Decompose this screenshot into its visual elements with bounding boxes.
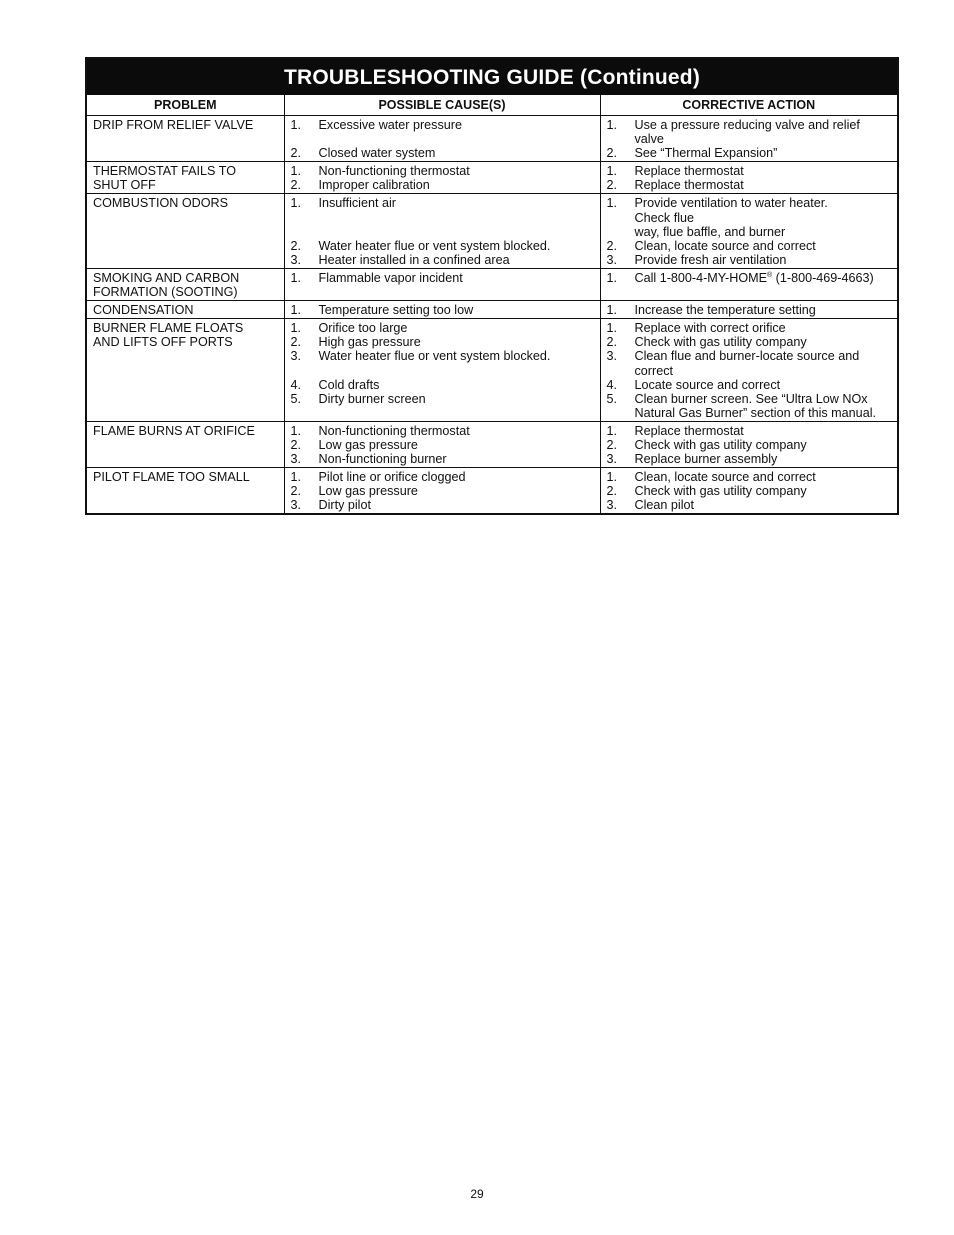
- spacer: [291, 364, 594, 378]
- item-text: [319, 321, 594, 335]
- cause-item: [291, 164, 594, 178]
- actions-cell: [600, 162, 897, 194]
- item-text-main: Heater installed in a confined area: [318, 252, 510, 267]
- causes-cell: [284, 319, 600, 422]
- item-number: 3.: [606, 252, 618, 267]
- item-number: 3.: [290, 498, 302, 513]
- item-text: [635, 484, 892, 498]
- item-text-main: Non-functioning burner: [318, 452, 447, 467]
- item-text-main: Replace burner assembly: [634, 452, 778, 467]
- action-item: [607, 146, 892, 160]
- item-text-main: Water heater flue or vent system blocked.: [318, 238, 551, 253]
- cause-item: [291, 146, 594, 160]
- cause-item: [291, 303, 594, 317]
- item-text-main: Insufficient air: [318, 196, 396, 211]
- item-number: 1.: [290, 303, 302, 318]
- item-number: 2.: [606, 146, 618, 161]
- item-text: [635, 335, 892, 349]
- item-text-main: Provide fresh air ventilation: [634, 252, 787, 267]
- item-text: [319, 470, 594, 484]
- causes-cell: [284, 162, 600, 194]
- action-item: [607, 378, 892, 392]
- item-text: [635, 470, 892, 484]
- item-text: [635, 253, 892, 267]
- guide-title: TROUBLESHOOTING GUIDE (Continued): [87, 59, 897, 95]
- item-text-main: Check with gas utility company: [634, 335, 807, 350]
- item-text-main: Clean flue and burner-locate source and correct: [634, 349, 860, 378]
- table-row: [87, 319, 897, 422]
- item-text: [319, 253, 594, 267]
- actions-cell: [600, 194, 897, 268]
- table-row: [87, 162, 897, 194]
- item-text: [635, 349, 892, 377]
- action-item: [607, 239, 892, 253]
- table-header-row: [87, 95, 897, 116]
- action-item: [607, 271, 892, 285]
- item-text: [635, 271, 892, 285]
- action-item: [607, 118, 892, 146]
- item-number: 1.: [606, 118, 618, 132]
- cause-item: [291, 392, 594, 406]
- item-text: [319, 239, 594, 253]
- item-number: 1.: [290, 423, 302, 438]
- item-number: 1.: [290, 164, 302, 179]
- item-text: [319, 303, 594, 317]
- item-number: 3.: [606, 349, 618, 364]
- item-text-main: Clean, locate source and correct: [634, 470, 816, 485]
- item-text: [319, 178, 594, 192]
- item-text: [319, 196, 594, 210]
- item-number: 3.: [606, 498, 618, 513]
- item-text: [319, 146, 594, 160]
- item-text: [635, 392, 892, 420]
- header-corrective-action: CORRECTIVE ACTION: [600, 95, 897, 116]
- item-text: [635, 498, 892, 512]
- item-text-main: Low gas pressure: [318, 484, 418, 499]
- cause-item: [291, 438, 594, 452]
- item-text-main: Replace thermostat: [634, 178, 744, 193]
- item-number: 1.: [606, 303, 618, 318]
- actions-cell: [600, 421, 897, 467]
- cause-item: [291, 253, 594, 267]
- item-text-main: Check with gas utility company: [634, 437, 807, 452]
- item-number: 2.: [290, 437, 302, 452]
- item-text: [319, 164, 594, 178]
- item-number: 1.: [606, 321, 618, 336]
- item-text-main: Clean, locate source and correct: [634, 238, 816, 253]
- causes-cell: [284, 301, 600, 319]
- item-text-main: Flammable vapor incident: [318, 270, 463, 285]
- item-number: 2.: [606, 178, 618, 193]
- cause-item: [291, 178, 594, 192]
- item-text: [635, 146, 892, 160]
- action-item: [607, 484, 892, 498]
- item-number: 3.: [290, 349, 302, 364]
- action-item: [607, 470, 892, 484]
- item-text: [635, 303, 892, 317]
- item-text: [635, 239, 892, 253]
- item-number: 2.: [290, 178, 302, 193]
- item-text-main: Non-functioning thermostat: [318, 164, 470, 179]
- item-text-main: High gas pressure: [318, 335, 421, 350]
- item-number: 2.: [290, 335, 302, 350]
- item-text-main: Replace thermostat: [634, 164, 744, 179]
- item-number: 5.: [290, 391, 302, 406]
- cause-item: [291, 196, 594, 210]
- item-text: [319, 349, 594, 363]
- item-text: [635, 424, 892, 438]
- troubleshooting-guide: [85, 57, 899, 515]
- item-text-main: Water heater flue or vent system blocked.: [318, 349, 551, 364]
- table-row: [87, 194, 897, 268]
- item-number: 2.: [606, 238, 618, 253]
- item-text-main: Temperature setting too low: [318, 303, 474, 318]
- item-number: 3.: [606, 452, 618, 467]
- table-row: [87, 468, 897, 514]
- item-number: 2.: [606, 484, 618, 499]
- action-item: [607, 452, 892, 466]
- action-item: [607, 178, 892, 192]
- registered-mark: ®: [767, 271, 773, 279]
- actions-cell: [600, 319, 897, 422]
- item-text: [319, 498, 594, 512]
- problem-cell: SMOKING AND CARBON FORMATION (SOOTING): [87, 268, 284, 300]
- item-number: 5.: [606, 391, 618, 406]
- item-text: [319, 335, 594, 349]
- action-item: [607, 424, 892, 438]
- page-number: 29: [470, 1187, 484, 1201]
- problem-cell: THERMOSTAT FAILS TO SHUT OFF: [87, 162, 284, 194]
- item-text-main: Orifice too large: [318, 321, 408, 336]
- action-item: [607, 335, 892, 349]
- item-number: 1.: [606, 164, 618, 179]
- item-text-main: Clean burner screen. See “Ultra Low NOx Natural Gas Burner” section of this manual.: [634, 391, 876, 420]
- cause-item: [291, 470, 594, 484]
- item-text: [635, 178, 892, 192]
- problem-cell: FLAME BURNS AT ORIFICE: [87, 421, 284, 467]
- cause-item: [291, 335, 594, 349]
- cause-item: [291, 498, 594, 512]
- cause-item: [291, 452, 594, 466]
- action-item: [607, 438, 892, 452]
- item-text-suffix: (1-800-469-4663): [772, 270, 874, 285]
- actions-cell: [600, 301, 897, 319]
- action-item: [607, 303, 892, 317]
- item-number: 1.: [606, 470, 618, 485]
- item-number: 1.: [606, 423, 618, 438]
- item-text: [635, 321, 892, 335]
- action-item: [607, 196, 892, 238]
- item-text: [319, 378, 594, 392]
- header-problem: PROBLEM: [87, 95, 284, 116]
- item-number: 1.: [606, 196, 618, 211]
- cause-item: [291, 484, 594, 498]
- item-number: 1.: [290, 270, 302, 285]
- causes-cell: [284, 268, 600, 300]
- item-number: 1.: [290, 196, 302, 211]
- item-number: 1.: [290, 118, 302, 132]
- causes-cell: [284, 116, 600, 162]
- item-text: [319, 271, 594, 285]
- table-row: [87, 116, 897, 162]
- problem-cell: COMBUSTION ODORS: [87, 194, 284, 268]
- item-text: [319, 424, 594, 438]
- table-row: [87, 301, 897, 319]
- item-text-main: Increase the temperature setting: [634, 303, 816, 318]
- action-item: [607, 349, 892, 377]
- item-text: [319, 484, 594, 498]
- item-text-main: Cold drafts: [318, 377, 380, 392]
- causes-cell: [284, 468, 600, 514]
- causes-cell: [284, 194, 600, 268]
- cause-item: [291, 239, 594, 253]
- cause-item: [291, 349, 594, 363]
- item-text-main: Low gas pressure: [318, 437, 418, 452]
- actions-cell: [600, 116, 897, 162]
- problem-cell: BURNER FLAME FLOATS AND LIFTS OFF PORTS: [87, 319, 284, 422]
- cause-item: [291, 321, 594, 335]
- item-number: 2.: [606, 437, 618, 452]
- cause-item: [291, 271, 594, 285]
- spacer: [291, 211, 594, 225]
- item-text: [319, 452, 594, 466]
- item-text-main: Use a pressure reducing valve and relief valve: [634, 118, 860, 147]
- item-text: [635, 378, 892, 392]
- action-item: [607, 321, 892, 335]
- table-row: [87, 421, 897, 467]
- item-text-main: Dirty burner screen: [318, 391, 426, 406]
- spacer: [291, 132, 594, 146]
- problem-cell: PILOT FLAME TOO SMALL: [87, 468, 284, 514]
- problem-cell: CONDENSATION: [87, 301, 284, 319]
- actions-cell: [600, 268, 897, 300]
- item-text: [635, 452, 892, 466]
- item-text-main: Provide ventilation to water heater. Check flue way, flue baffle, and burner: [634, 196, 828, 239]
- troubleshooting-table: [87, 95, 897, 513]
- cause-item: [291, 424, 594, 438]
- item-text: [319, 392, 594, 406]
- spacer: [291, 225, 594, 239]
- action-item: [607, 392, 892, 420]
- item-number: 2.: [290, 484, 302, 499]
- item-text-main: Closed water system: [318, 146, 436, 161]
- item-text-main: Pilot line or orifice clogged: [318, 470, 466, 485]
- action-item: [607, 164, 892, 178]
- item-text-main: Locate source and correct: [634, 377, 781, 392]
- item-number: 2.: [290, 146, 302, 161]
- item-text: [635, 118, 892, 146]
- item-text-main: See “Thermal Expansion”: [634, 146, 778, 161]
- item-number: 4.: [606, 377, 618, 392]
- item-text-main: Replace thermostat: [634, 423, 744, 438]
- cause-item: [291, 378, 594, 392]
- item-text: [319, 118, 594, 132]
- item-number: 1.: [290, 321, 302, 336]
- item-number: 4.: [290, 377, 302, 392]
- causes-cell: [284, 421, 600, 467]
- action-item: [607, 498, 892, 512]
- item-text: [319, 438, 594, 452]
- item-number: 3.: [290, 452, 302, 467]
- item-text: [635, 164, 892, 178]
- item-number: 1.: [290, 470, 302, 485]
- action-item: [607, 253, 892, 267]
- table-body: [87, 116, 897, 514]
- header-possible-causes: POSSIBLE CAUSE(S): [284, 95, 600, 116]
- item-text-main: Excessive water pressure: [318, 118, 462, 132]
- item-number: 2.: [606, 335, 618, 350]
- item-text-main: Replace with correct orifice: [634, 321, 786, 336]
- item-text-main: Improper calibration: [318, 178, 430, 193]
- item-text-main: Dirty pilot: [318, 498, 371, 513]
- item-text-main: Non-functioning thermostat: [318, 423, 470, 438]
- item-number: 1.: [606, 270, 618, 285]
- cause-item: [291, 118, 594, 132]
- item-number: 2.: [290, 238, 302, 253]
- item-text: [635, 438, 892, 452]
- item-text-main: Clean pilot: [634, 498, 695, 513]
- item-number: 3.: [290, 252, 302, 267]
- table-row: [87, 268, 897, 300]
- problem-cell: DRIP FROM RELIEF VALVE: [93, 118, 254, 132]
- item-text-main: Check with gas utility company: [634, 484, 807, 499]
- actions-cell: [600, 468, 897, 514]
- item-text: [635, 196, 892, 238]
- item-text-main: Call 1-800-4-MY-HOME: [634, 270, 768, 285]
